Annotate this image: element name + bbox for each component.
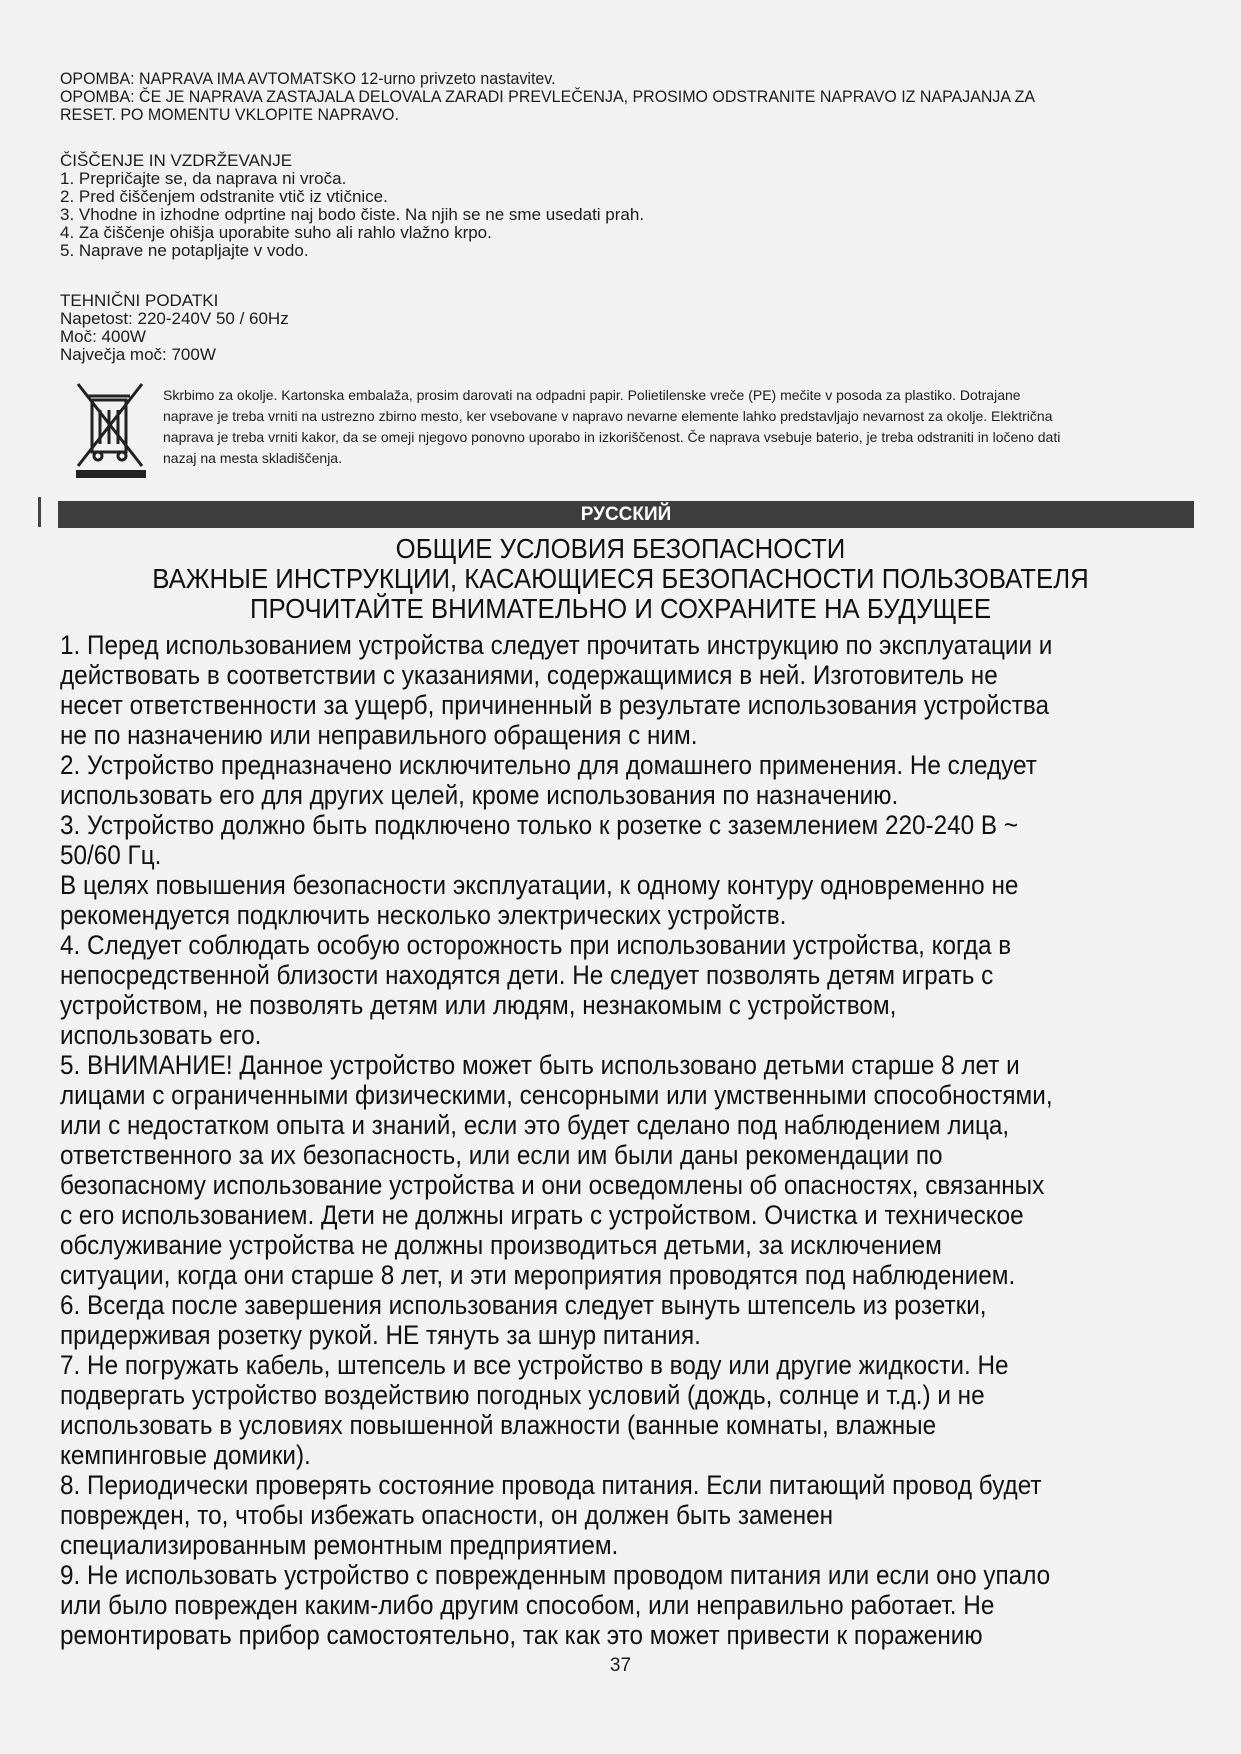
heading-line: ВАЖНЫЕ ИНСТРУКЦИИ, КАСАЮЩИЕСЯ БЕЗОПАСНОСТИ ПОЛЬЗОВАТЕЛЯ	[152, 563, 1089, 594]
crossed-bin-icon	[70, 376, 152, 480]
instruction-line: кемпинговые домики).	[60, 1440, 311, 1470]
instruction-line: подвергать устройство воздействию погодных условий (дождь, солнце и т.д.) и не	[60, 1380, 985, 1410]
cleaning-item: 3. Vhodne in izhodne odprtine naj bodo čiste. Na njih se ne sme usedati prah.	[60, 205, 645, 224]
environment-line: nazaj na mesta skladiščenja.	[163, 450, 342, 466]
instruction-line: непосредственной близости находятся дети. Не следует позволять детям играть с	[60, 960, 994, 990]
instruction-line: поврежден, то, чтобы избежать опасности, он должен быть заменен	[60, 1500, 834, 1530]
instruction-line: или было поврежден каким-либо другим способом, или неправильно работает. Не	[60, 1590, 995, 1620]
instruction-line: использовать в условиях повышенной влажности (ванные комнаты, влажные	[60, 1410, 937, 1440]
tech-item: Napetost: 220-240V 50 / 60Hz	[60, 309, 289, 328]
instruction-line: безопасному использование устройства и они осведомлены об опасностях, связанных	[60, 1170, 1045, 1200]
notes-block	[60, 70, 1122, 124]
instruction-line: обслуживание устройства не должны производиться детьми, за исключением	[60, 1230, 942, 1260]
instruction-line: 3. Устройство должно быть подключено только к розетке с заземлением 220-240 В ~	[60, 810, 1019, 840]
cleaning-section	[60, 152, 1190, 260]
instruction-line: действовать в соответствии с указаниями, содержащимися в ней. Изготовитель не	[60, 660, 998, 690]
instruction-line: 50/60 Гц.	[60, 840, 162, 870]
instruction-line: 6. Всегда после завершения использования следует вынуть штепсель из розетки,	[60, 1290, 987, 1320]
instruction-line: 8. Периодически проверять состояние провода питания. Если питающий провод будет	[60, 1470, 1042, 1500]
instruction-line: специализированным ремонтным предприятием.	[60, 1530, 619, 1560]
instruction-line: использовать его для других целей, кроме использования по назначению.	[60, 780, 899, 810]
instruction-line: устройством, не позволять детям или людям, незнакомым с устройством,	[60, 990, 897, 1020]
instruction-line: 7. Не погружать кабель, штепсель и все устройство в воду или другие жидкости. Не	[60, 1350, 1009, 1380]
heading-line: ОБЩИЕ УСЛОВИЯ БЕЗОПАСНОСТИ	[395, 533, 846, 564]
environment-notice	[70, 376, 1190, 480]
instruction-line: не по назначению или неправильного обращения с ним.	[60, 720, 698, 750]
tech-title: TEHNIČNI PODATKI	[60, 291, 219, 310]
instruction-line: с его использованием. Дети не должны играть с устройством. Очистка и техническое	[60, 1200, 1024, 1230]
heading-line: ПРОЧИТАЙТЕ ВНИМАТЕЛЬНО И СОХРАНИТЕ НА БУДУЩЕЕ	[249, 593, 992, 624]
page-number: 37	[609, 1655, 632, 1676]
instruction-line: 5. ВНИМАНИЕ! Данное устройство может быть использовано детьми старше 8 лет и	[60, 1050, 1020, 1080]
instruction-line: лицами с ограниченными физическими, сенсорными или умственными способностями,	[60, 1080, 1053, 1110]
note-line: OPOMBA: NAPRAVA IMA AVTOMATSKO 12-urno privzeto nastavitev.	[60, 69, 556, 88]
environment-text	[163, 385, 1188, 469]
cleaning-item: 1. Prepričajte se, da naprava ni vroča.	[60, 169, 347, 188]
instruction-line: использовать его.	[60, 1020, 262, 1050]
instruction-line: 1. Перед использованием устройства следует прочитать инструкцию по эксплуатации и	[60, 630, 1053, 660]
instruction-line: 9. Не использовать устройство с поврежденным проводом питания или если оно упало	[60, 1560, 1051, 1590]
language-header: РУССКИЙ	[58, 501, 1194, 528]
instruction-line: ремонтировать прибор самостоятельно, так как это может привести к поражению	[60, 1620, 983, 1650]
note-line: OPOMBA: ČE JE NAPRAVA ZASTAJALA DELOVALA ZARADI PREVLEČENJA, PROSIMO ODSTRANITE NAPRAVO IZ NAPAJANJA ZA	[60, 87, 1036, 106]
tech-item: Največja moč: 700W	[60, 345, 216, 364]
cleaning-title: ČIŠČENJE IN VZDRŽEVANJE	[60, 151, 293, 170]
instruction-line: придерживая розетку рукой. НЕ тянуть за шнур питания.	[60, 1320, 701, 1350]
instruction-line: 4. Следует соблюдать особую осторожность при использовании устройства, когда в	[60, 930, 1012, 960]
environment-line: Skrbimo za okolje. Kartonska embalaža, prosim darovati na odpadni papir. Polietilenske vreče (PE) mečite v posoda za plastiko. Dotrajane	[163, 387, 1021, 403]
safety-headings	[0, 534, 1241, 624]
instruction-line: несет ответственности за ущерб, причиненный в результате использования устройства	[60, 690, 1050, 720]
cleaning-item: 2. Pred čiščenjem odstranite vtič iz vtičnice.	[60, 187, 388, 206]
instruction-line: рекомендуется подключить несколько электрических устройств.	[60, 900, 787, 930]
cleaning-item: 5. Naprave ne potapljajte v vodo.	[60, 241, 309, 260]
instruction-line: В целях повышения безопасности эксплуатации, к одному контуру одновременно не	[60, 870, 1019, 900]
environment-line: naprave je treba vrniti na ustrezno zbirno mesto, ker vsebovane v napravo nevarne elemente lahko predstavljajo nevarnost za okolje. Električna	[163, 408, 1053, 424]
instruction-line: или с недостатком опыта и знаний, если это будет сделано под наблюдением лица,	[60, 1110, 1010, 1140]
instruction-line: ситуации, когда они старше 8 лет, и эти мероприятия проводятся под наблюдением.	[60, 1260, 1016, 1290]
tech-item: Moč: 400W	[60, 327, 146, 346]
instruction-line: 2. Устройство предназначено исключительно для домашнего применения. Не следует	[60, 750, 1037, 780]
environment-line: naprava je treba vrniti kakor, da se omeji njegovo ponovno uporabo in izkoriščenost. Če naprava vsebuje baterio, je treba odstraniti in ločeno dati	[163, 429, 1061, 445]
instruction-line: ответственного за их безопасность, или если им были даны рекомендации по	[60, 1140, 943, 1170]
margin-mark	[38, 497, 41, 527]
note-line: RESET. PO MOMENTU VKLOPITE NAPRAVO.	[60, 105, 399, 124]
tech-section	[60, 292, 1190, 364]
cleaning-item: 4. Za čiščenje ohišja uporabite suho ali rahlo vlažno krpo.	[60, 223, 492, 242]
safety-instructions	[60, 630, 1190, 1650]
